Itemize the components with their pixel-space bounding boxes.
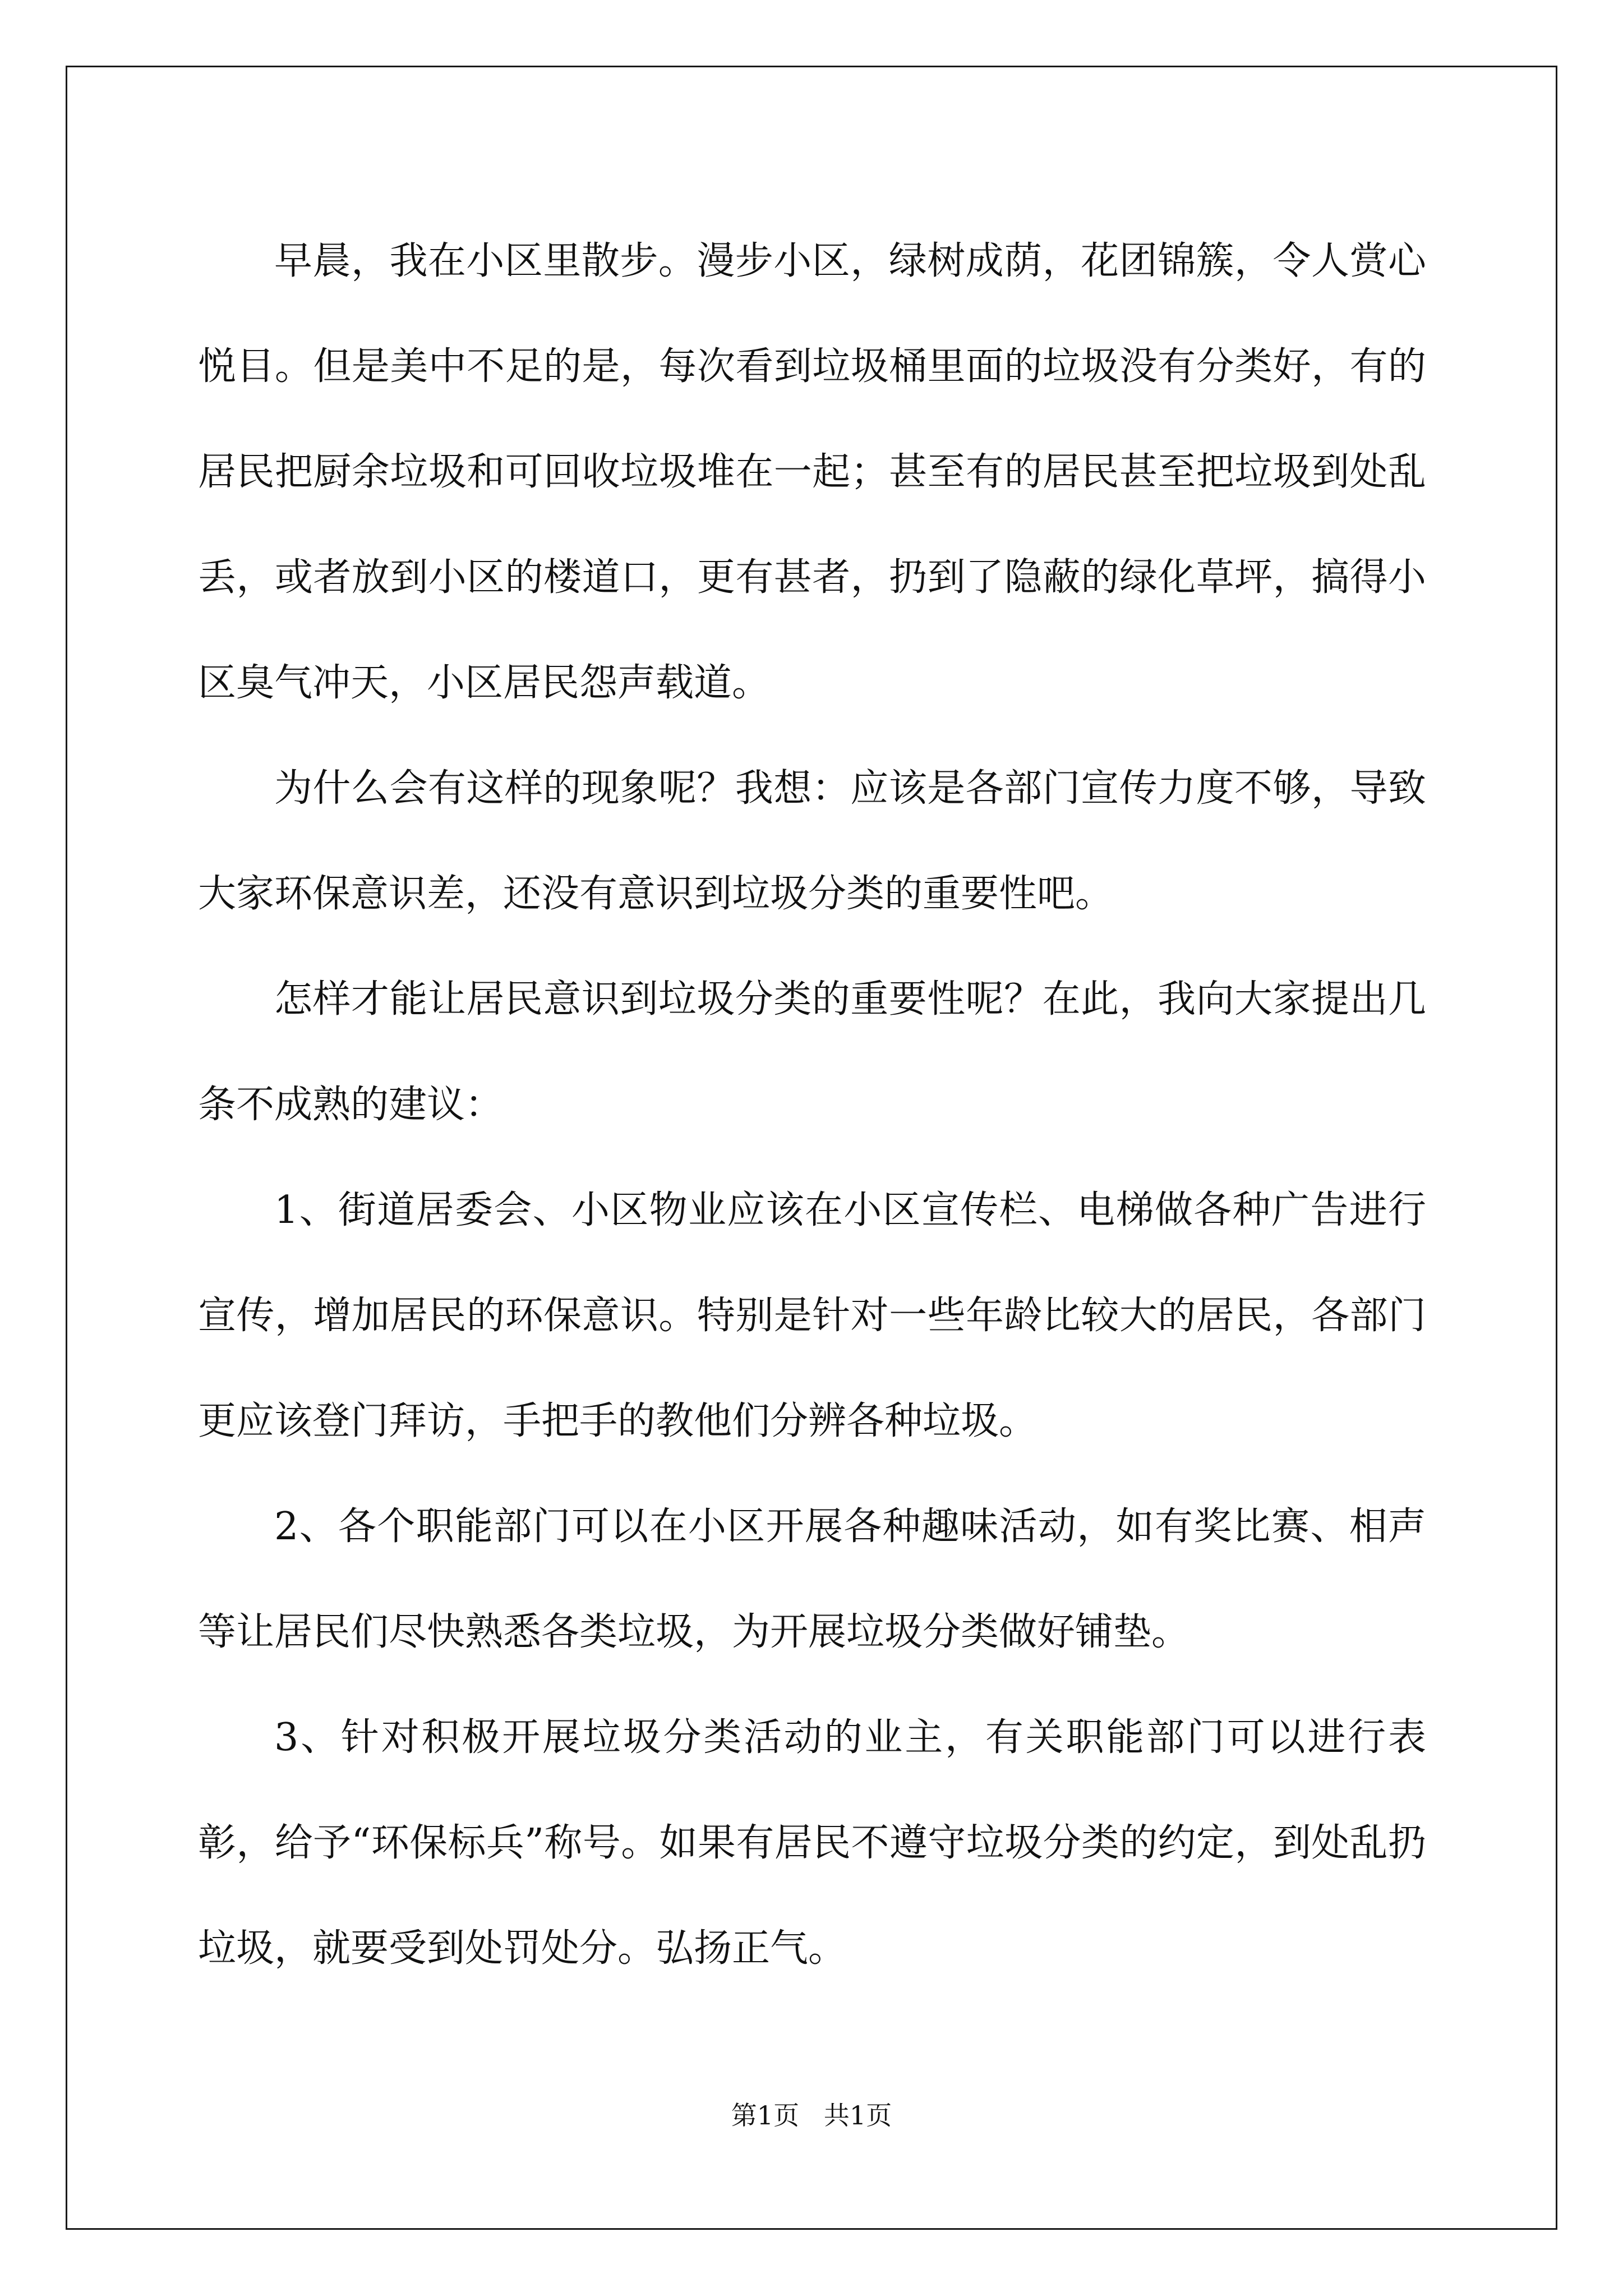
page-number-footer: 第1页 共1页 bbox=[731, 2100, 892, 2131]
paragraph-3: 怎样才能让居民意识到垃圾分类的重要性呢？在此，我向大家提出几条不成熟的建议： bbox=[198, 977, 1426, 1127]
paragraph-2: 为什么会有这样的现象呢？我想：应该是各部门宣传力度不够，导致大家环保意识差，还没有意识到垃圾分类的重要性吧。 bbox=[198, 766, 1426, 916]
paragraph-1: 早晨，我在小区里散步。漫步小区，绿树成荫，花团锦簇，令人赏心悦目。但是美中不足的是，每次看到垃圾桶里面的垃圾没有分类好，有的居民把厨余垃圾和可回收垃圾堆在一起；甚至有的居民甚至把垃圾到处乱丢，或者放到小区的楼道口，更有甚者，扔到了隐蔽的绿化草坪，搞得小区臭气冲天，小区居民怨声载道。 bbox=[198, 239, 1426, 705]
document-body bbox=[198, 209, 1426, 2001]
paragraph-5: 2、各个职能部门可以在小区开展各种趣味活动，如有奖比赛、相声等让居民们尽快熟悉各类垃圾，为开展垃圾分类做好铺垫。 bbox=[198, 1504, 1426, 1654]
paragraph-4: 1、街道居委会、小区物业应该在小区宣传栏、电梯做各种广告进行宣传，增加居民的环保意识。特别是针对一些年龄比较大的居民，各部门更应该登门拜访，手把手的教他们分辨各种垃圾。 bbox=[198, 1188, 1426, 1443]
paragraph-6: 3、针对积极开展垃圾分类活动的业主，有关职能部门可以进行表彰，给予“环保标兵”称号。如果有居民不遵守垃圾分类的约定，到处乱扔垃圾，就要受到处罚处分。弘扬正气。 bbox=[198, 1715, 1426, 1971]
